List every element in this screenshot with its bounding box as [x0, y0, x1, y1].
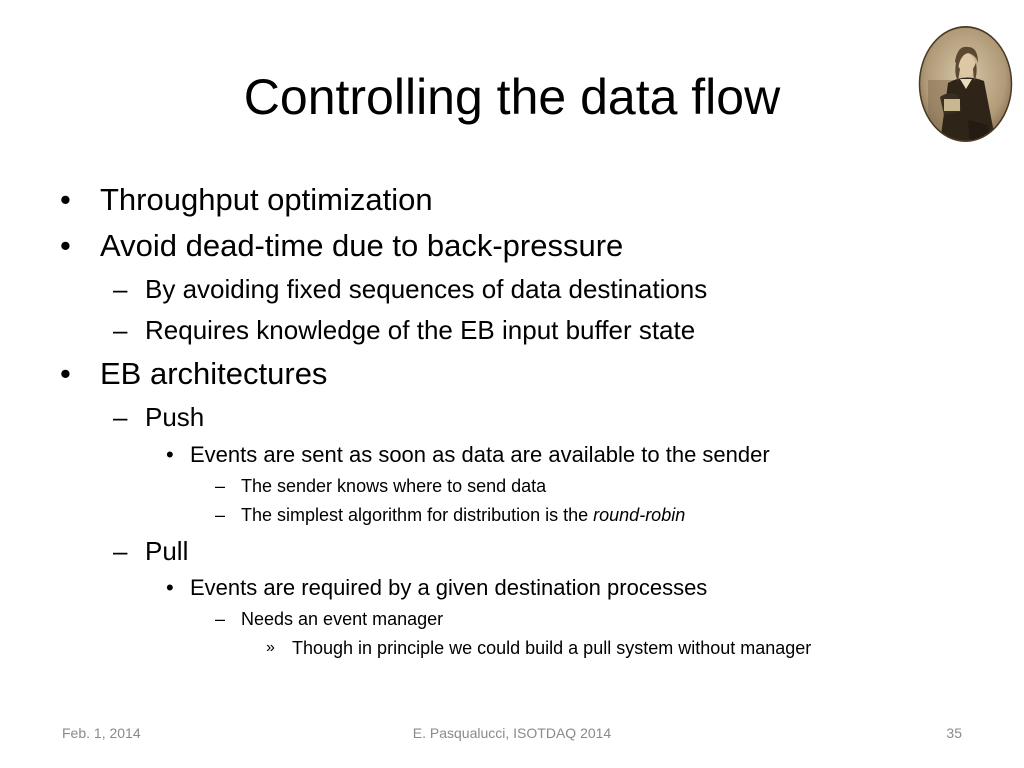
- bullet-marker: •: [60, 182, 71, 217]
- bullet-text: The simplest algorithm for distribution is the: [241, 505, 594, 525]
- footer-author: E. Pasqualucci, ISOTDAQ 2014: [412, 725, 612, 741]
- slide-number: 35: [946, 725, 962, 741]
- bullet-italic-text: round-robin: [593, 505, 686, 525]
- raquo-marker: »: [266, 639, 275, 656]
- bullet-text: Needs an event manager: [241, 609, 444, 629]
- dash-marker: –: [215, 505, 226, 525]
- list-item: [60, 226, 624, 266]
- bullet-text: Pull: [145, 536, 189, 566]
- list-item: [113, 272, 708, 306]
- list-item: [215, 503, 686, 527]
- bullet-marker: •: [166, 575, 174, 600]
- list-item: [113, 400, 205, 434]
- bullet-text: By avoiding fixed sequences of data destinations: [145, 274, 708, 304]
- bullet-text: Throughput optimization: [100, 182, 433, 217]
- bullet-text: Events are required by a given destination processes: [190, 575, 708, 600]
- dash-marker: –: [215, 609, 226, 629]
- bullet-text: Requires knowledge of the EB input buffer state: [145, 315, 696, 345]
- dash-marker: –: [215, 476, 226, 496]
- dash-marker: –: [113, 315, 128, 345]
- bullet-text: The sender knows where to send data: [241, 476, 547, 496]
- bullet-marker: •: [166, 442, 174, 467]
- dash-marker: –: [113, 402, 128, 432]
- list-item: [266, 636, 812, 660]
- list-item: [215, 474, 547, 498]
- bullet-text: Avoid dead-time due to back-pressure: [100, 228, 624, 263]
- bullet-text: Events are sent as soon as data are available to the sender: [190, 442, 770, 467]
- list-item: [166, 441, 770, 469]
- list-item: [113, 313, 696, 347]
- list-item: [113, 534, 189, 568]
- footer-date: Feb. 1, 2014: [62, 725, 141, 741]
- bullet-text: Though in principle we could build a pull system without manager: [292, 638, 812, 658]
- bullet-text: Push: [145, 402, 205, 432]
- bullet-marker: •: [60, 228, 71, 263]
- dash-marker: –: [113, 536, 128, 566]
- slide-title: Controlling the data flow: [243, 69, 781, 125]
- dash-marker: –: [113, 274, 128, 304]
- list-item: [60, 354, 328, 394]
- list-item: [60, 180, 433, 220]
- list-item: [215, 607, 444, 631]
- bullet-text: EB architectures: [100, 356, 328, 391]
- bullet-marker: •: [60, 356, 71, 391]
- list-item: [166, 574, 708, 602]
